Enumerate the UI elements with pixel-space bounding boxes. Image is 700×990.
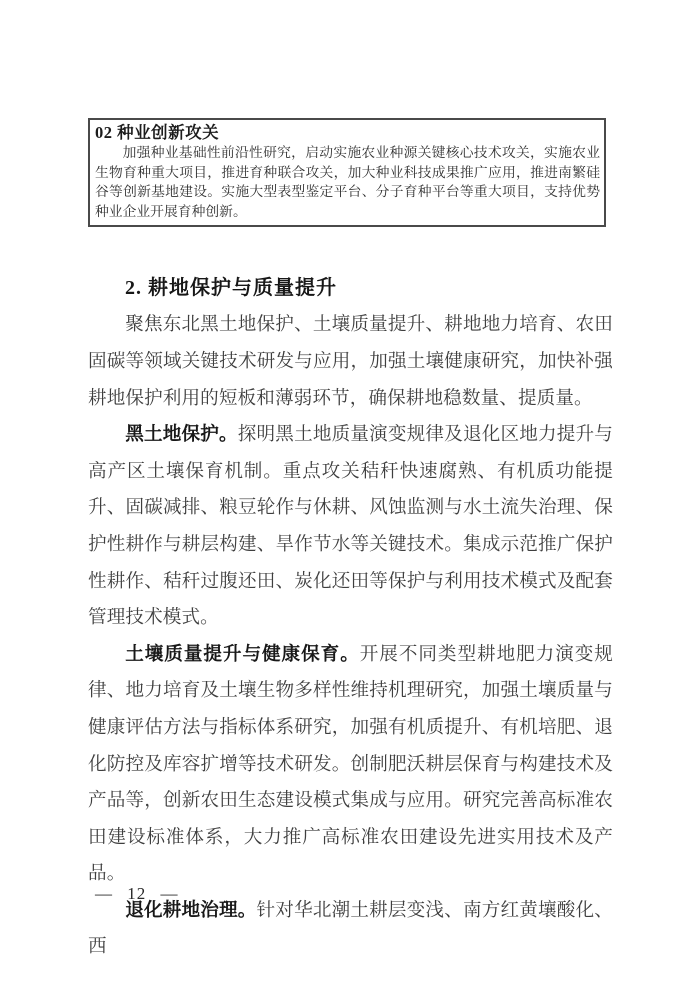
paragraph-soil-quality-lead: 土壤质量提升与健康保育。: [125, 643, 360, 665]
paragraph-overview-text: 聚焦东北黑土地保护、土壤质量提升、耕地地力培育、农田固碳等领域关键技术研发与应用，加强土壤健康研究，加快补强耕地保护利用的短板和薄弱环节，确保耕地稳数量、提质量。: [88, 314, 613, 409]
paragraph-overview: [88, 307, 613, 417]
page-content: [88, 118, 613, 966]
paragraph-black-soil-lead: 黑土地保护。: [125, 424, 238, 446]
callout-heading: 02 种业创新攻关: [95, 123, 220, 142]
paragraph-soil-quality-text: 开展不同类型耕地肥力演变规律、地力培育及土壤生物多样性维持机理研究，加强土壤质量与健康评估方法与指标体系研究，加强有机质提升、有机培肥、退化防控及库容扩增等技术研发。创制肥沃耕层保育与构建技术及产品等，创新农田生态建设模式集成与应用。研究完善高标准农田建设标准体系，大力推广高标准农田建设先进实用技术及产品。: [88, 643, 613, 885]
section-heading: 2. 耕地保护与质量提升: [125, 277, 337, 300]
callout-box: [88, 118, 606, 227]
callout-body: 加强种业基础性前沿性研究，启动实施农业种源关键核心技术攻关，实施农业生物育种重大项目，推进育种联合攻关，加大种业科技成果推广应用，推进南繁硅谷等创新基地建设。实施大型表型鉴定平台、分子育种平台等重大项目，支持优势种业企业开展育种创新。: [95, 145, 600, 219]
page-number: — 12 —: [95, 884, 179, 903]
paragraph-black-soil-text: 探明黑土地质量演变规律及退化区地力提升与高产区土壤保育机制。重点攻关秸秆快速腐熟、有机质功能提升、固碳减排、粮豆轮作与休耕、风蚀监测与水土流失治理、保护性耕作与耕层构建、旱作节水等关键技术。集成示范推广保护性耕作、秸秆过腹还田、炭化还田等保护与利用技术模式及配套管理技术模式。: [88, 424, 613, 629]
paragraph-degraded-land-lead: 退化耕地治理。: [125, 899, 257, 921]
paragraph-degraded-land-text: 针对华北潮土耕层变浅、南方红黄壤酸化、西: [88, 899, 614, 958]
paragraph-black-soil: [88, 417, 613, 637]
paragraph-soil-quality: [88, 637, 613, 893]
